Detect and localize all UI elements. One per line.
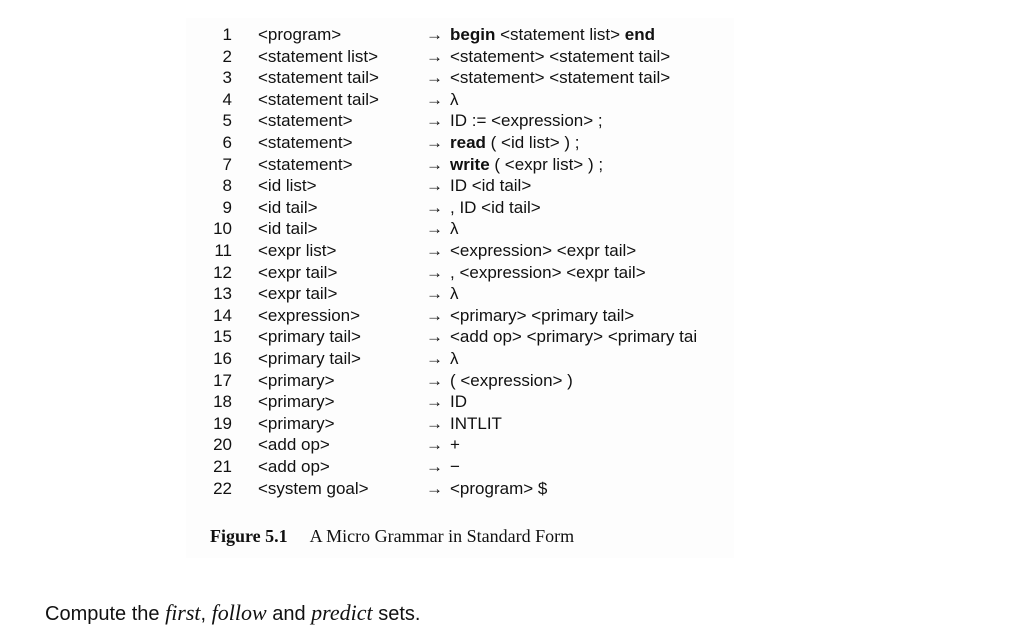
arrow-icon: → <box>426 219 443 239</box>
rhs-text: ( <expr list> ) ; <box>489 154 604 174</box>
rhs-text: ID <box>450 392 467 412</box>
rule-rhs <box>450 197 541 219</box>
rule-rhs <box>450 391 467 413</box>
arrow-icon: → <box>426 262 443 282</box>
rule-number: 5 <box>222 111 232 131</box>
figure-label: Figure 5.1 <box>210 526 288 546</box>
grammar-rule <box>196 283 756 305</box>
grammar-rule <box>196 326 756 348</box>
rhs-text: <statement> <statement tail> <box>450 46 671 66</box>
rhs-keyword: read <box>450 133 486 152</box>
rule-lhs: <primary> <box>258 370 335 390</box>
grammar-rule <box>196 132 756 154</box>
question-suffix: sets. <box>372 603 421 625</box>
rule-lhs: <id list> <box>258 176 317 196</box>
rule-number: 16 <box>213 349 232 368</box>
grammar-rule <box>196 348 756 370</box>
rule-lhs: <expr tail> <box>258 284 338 304</box>
rhs-text: INTLIT <box>450 413 502 433</box>
grammar-rule <box>196 434 756 456</box>
rhs-text: <add op> <primary> <primary tai <box>450 327 698 347</box>
grammar-rule <box>196 391 756 413</box>
rule-lhs: <statement> <box>258 154 353 174</box>
grammar-rule <box>196 413 756 435</box>
rule-number: 15 <box>213 327 232 347</box>
rule-lhs: <id tail> <box>258 197 318 217</box>
grammar-rule <box>196 456 756 478</box>
rhs-text: <statement list> <box>495 25 625 44</box>
question-comma: , <box>200 603 212 625</box>
arrow-icon: → <box>426 478 443 498</box>
rule-rhs <box>450 110 603 132</box>
arrow-icon: → <box>426 370 443 390</box>
grammar-rule <box>196 478 756 500</box>
arrow-icon: → <box>426 457 443 476</box>
rule-rhs <box>450 218 459 240</box>
rule-number: 13 <box>213 284 232 304</box>
grammar-rule <box>196 67 756 89</box>
question-and: and <box>266 603 312 625</box>
rule-number: 2 <box>222 46 232 66</box>
rule-number: 18 <box>213 392 232 412</box>
arrow-icon: → <box>426 154 443 174</box>
rule-lhs: <primary> <box>258 413 335 433</box>
rhs-text: − <box>450 457 460 476</box>
rhs-keyword: begin <box>450 25 496 44</box>
arrow-icon: → <box>426 46 443 66</box>
grammar-rule <box>196 262 756 284</box>
math-predict: predict <box>311 600 373 625</box>
rule-rhs <box>450 348 459 370</box>
rhs-text: ID := <expression> ; <box>450 111 603 131</box>
rule-number: 14 <box>213 305 232 325</box>
rule-rhs <box>450 478 547 500</box>
rule-rhs <box>450 46 670 68</box>
rule-lhs: <expression> <box>258 305 361 325</box>
arrow-icon: → <box>426 349 443 368</box>
rule-lhs: <primary tail> <box>258 327 361 347</box>
rule-lhs: <add op> <box>258 435 330 455</box>
rule-lhs: <statement> <box>258 111 353 131</box>
rule-lhs: <statement tail> <box>258 68 379 88</box>
rule-rhs <box>450 132 579 154</box>
arrow-icon: → <box>426 284 443 304</box>
rule-number: 10 <box>213 219 232 239</box>
rule-number: 17 <box>213 370 232 390</box>
math-first: first <box>165 600 201 625</box>
rhs-text: ( <expression> ) <box>450 370 573 390</box>
rule-number: 11 <box>214 241 232 260</box>
rule-number: 3 <box>222 68 232 88</box>
rule-number: 19 <box>213 413 232 433</box>
figure-caption-text: A Micro Grammar in Standard Form <box>309 526 575 546</box>
rule-lhs: <primary> <box>258 392 335 412</box>
arrow-icon: → <box>426 327 443 347</box>
rule-lhs: <system goal> <box>258 478 369 498</box>
rule-lhs: <add op> <box>258 457 330 476</box>
rule-number: 7 <box>222 154 232 174</box>
rhs-text: ( <id list> ) ; <box>485 133 580 152</box>
grammar-rule <box>196 110 756 132</box>
rule-number: 12 <box>213 262 232 282</box>
rhs-keyword: write <box>450 154 490 174</box>
arrow-icon: → <box>426 111 443 131</box>
rule-lhs: <expr tail> <box>258 262 338 282</box>
arrow-icon: → <box>426 176 443 196</box>
rule-number: 6 <box>222 133 232 152</box>
rule-number: 1 <box>222 25 232 44</box>
arrow-icon: → <box>426 435 443 455</box>
rhs-text: ID <id tail> <box>450 176 532 196</box>
rule-rhs <box>450 240 636 262</box>
rule-lhs: <statement tail> <box>258 89 379 109</box>
grammar-rule <box>196 175 756 197</box>
rule-rhs <box>450 67 670 89</box>
rhs-text: λ <box>450 89 459 109</box>
grammar-rule <box>196 89 756 111</box>
rhs-keyword: end <box>624 25 656 44</box>
grammar-rule <box>196 154 756 176</box>
grammar-rule <box>196 218 756 240</box>
arrow-icon: → <box>426 392 443 412</box>
rhs-text: , ID <id tail> <box>450 197 541 217</box>
rhs-text: λ <box>450 219 459 239</box>
rule-rhs <box>450 262 646 284</box>
rule-rhs <box>450 283 459 305</box>
rule-rhs <box>450 24 655 46</box>
rhs-text: <expression> <expr tail> <box>450 241 637 260</box>
rhs-text: <primary> <primary tail> <box>450 305 635 325</box>
rule-rhs <box>450 175 531 197</box>
grammar-rule <box>196 370 756 392</box>
rule-rhs <box>450 413 502 435</box>
rule-number: 8 <box>222 176 232 196</box>
arrow-icon: → <box>426 305 443 325</box>
rule-number: 22 <box>213 478 232 498</box>
rule-rhs <box>450 370 573 392</box>
rule-lhs: <statement> <box>258 133 353 152</box>
rule-lhs: <expr list> <box>258 241 337 260</box>
rule-number: 4 <box>222 89 232 109</box>
rule-number: 9 <box>222 197 232 217</box>
rule-rhs <box>450 89 459 111</box>
rhs-text: <program> $ <box>450 478 548 498</box>
rule-number: 20 <box>213 435 232 455</box>
rule-lhs: <program> <box>258 25 342 44</box>
grammar-rule <box>196 305 756 327</box>
arrow-icon: → <box>426 241 443 260</box>
grammar-rule <box>196 240 756 262</box>
grammar-rule <box>196 197 756 219</box>
rhs-text: + <box>450 435 460 455</box>
rule-rhs <box>450 326 697 348</box>
arrow-icon: → <box>426 89 443 109</box>
rule-lhs: <statement list> <box>258 46 379 66</box>
figure-caption <box>210 526 574 547</box>
rule-rhs <box>450 456 460 478</box>
rule-lhs: <primary tail> <box>258 349 361 368</box>
question-text <box>45 600 420 626</box>
math-follow: follow <box>211 600 267 625</box>
question-prefix: Compute the <box>45 603 166 625</box>
rule-rhs <box>450 154 603 176</box>
grammar-rule <box>196 24 756 46</box>
rhs-text: <statement> <statement tail> <box>450 68 671 88</box>
rule-lhs: <id tail> <box>258 219 318 239</box>
grammar-rule <box>196 46 756 68</box>
arrow-icon: → <box>426 133 443 152</box>
arrow-icon: → <box>426 68 443 88</box>
rhs-text: λ <box>450 349 459 368</box>
rule-number: 21 <box>213 457 232 476</box>
arrow-icon: → <box>426 25 443 44</box>
rhs-text: , <expression> <expr tail> <box>450 262 646 282</box>
rule-rhs <box>450 434 460 456</box>
arrow-icon: → <box>426 197 443 217</box>
arrow-icon: → <box>426 413 443 433</box>
rhs-text: λ <box>450 284 459 304</box>
rule-rhs <box>450 305 634 327</box>
